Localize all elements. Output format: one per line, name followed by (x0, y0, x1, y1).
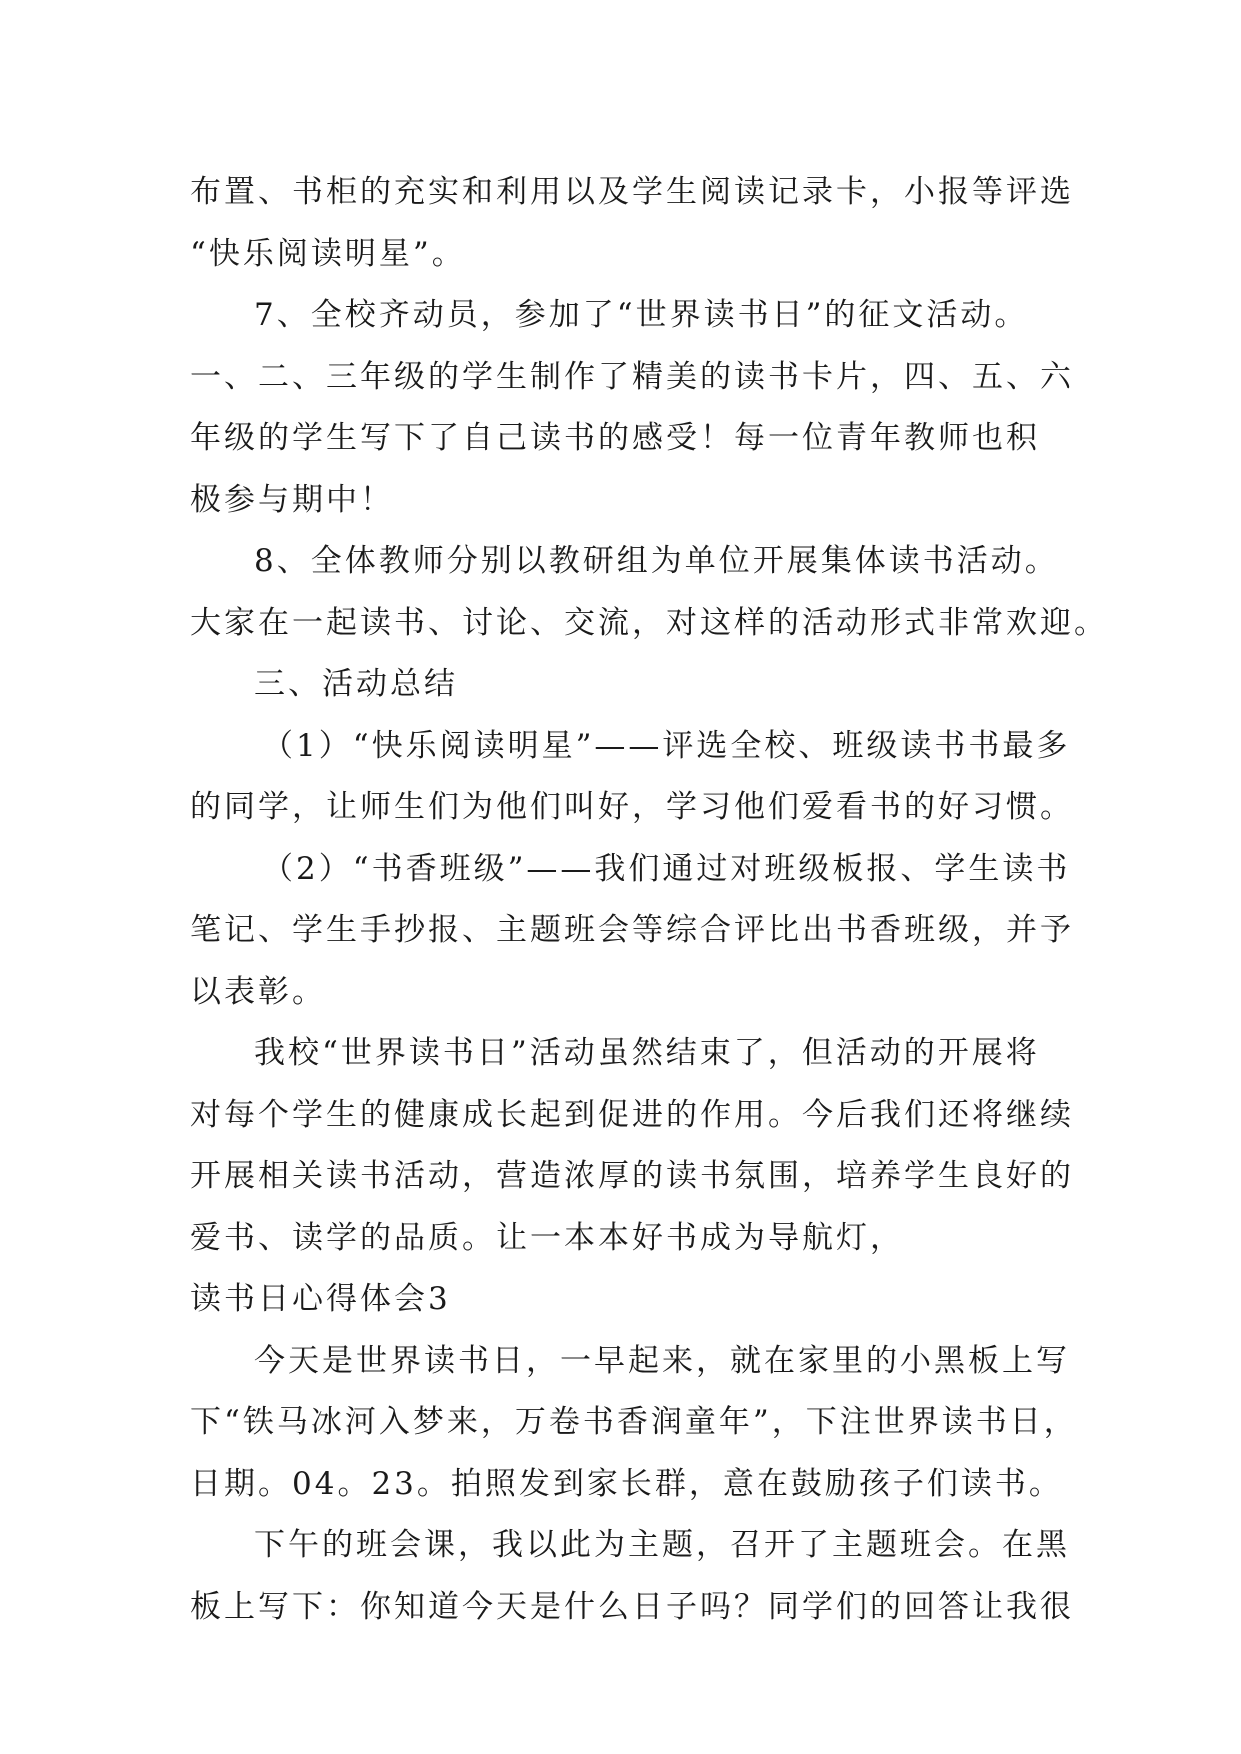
document-body (190, 162, 1108, 1638)
paragraph-line: 7、全校齐动员，参加了“世界读书日”的征文活动。 (254, 297, 1029, 333)
paragraph-line: 一、二、三年级的学生制作了精美的读书卡片，四、五、六 (190, 358, 1074, 395)
paragraph-line: 布置、书柜的充实和利用以及学生阅读记录卡，小报等评选 (190, 174, 1074, 210)
paragraph-line: 板上写下：你知道今天是什么日子吗？同学们的回答让我很 (190, 1588, 1074, 1625)
section-heading: 三、活动总结 (254, 666, 458, 702)
paragraph-line: 开展相关读书活动，营造浓厚的读书氛围，培养学生良好的 (190, 1158, 1074, 1194)
paragraph-line: 8、全体教师分别以教研组为单位开展集体读书活动。 (254, 543, 1059, 579)
paragraph-line: 笔记、学生手抄报、主题班会等综合评比出书香班级，并予 (190, 912, 1074, 948)
paragraph-line: 今天是世界读书日，一早起来，就在家里的小黑板上写 (254, 1342, 1070, 1379)
paragraph-line: 极参与期中！ (190, 481, 394, 518)
article-title: 读书日心得体会3 (190, 1281, 451, 1317)
paragraph-line: 日期。04。23。拍照发到家长群，意在鼓励孩子们读书。 (190, 1465, 1063, 1502)
paragraph-line: “快乐阅读明星”。 (190, 235, 466, 272)
paragraph-line: 爱书、读学的品质。让一本本好书成为导航灯， (190, 1219, 904, 1256)
paragraph-line: （2）“书香班级”——我们通过对班级板报、学生读书 (262, 850, 1071, 887)
paragraph-line: 对每个学生的健康成长起到促进的作用。今后我们还将继续 (190, 1096, 1074, 1133)
paragraph-line: （1）“快乐阅读明星”——评选全校、班级读书书最多 (262, 727, 1071, 764)
paragraph-line: 的同学，让师生们为他们叫好，学习他们爱看书的好习惯。 (190, 789, 1074, 825)
paragraph-line: 下“铁马冰河入梦来，万卷书香润童年”，下注世界读书日， (190, 1404, 1078, 1440)
paragraph-line: 我校“世界读书日”活动虽然结束了，但活动的开展将 (254, 1035, 1040, 1071)
paragraph-line: 大家在一起读书、讨论、交流，对这样的活动形式非常欢迎。 (190, 604, 1108, 641)
paragraph-line: 年级的学生写下了自己读书的感受！每一位青年教师也积 (190, 420, 1040, 456)
paragraph-line: 以表彰。 (190, 973, 326, 1010)
paragraph-line: 下午的班会课，我以此为主题，召开了主题班会。在黑 (254, 1527, 1070, 1563)
